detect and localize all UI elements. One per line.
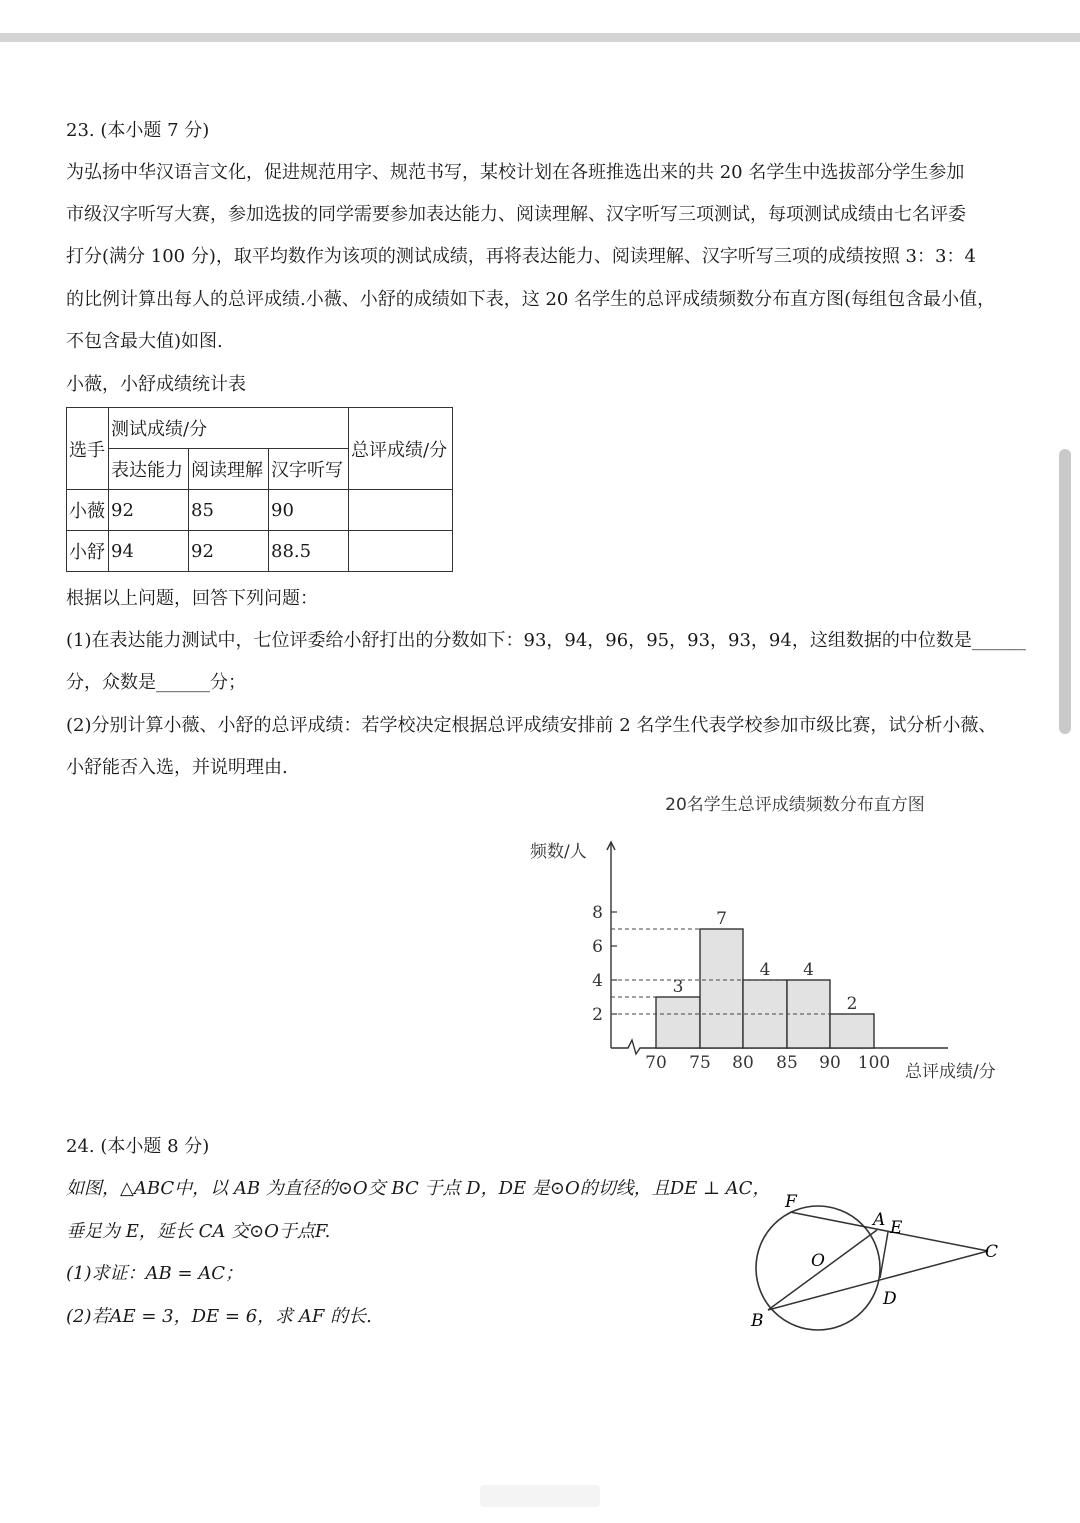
x-tick-label: 90 xyxy=(819,1053,841,1073)
x-tick-label: 75 xyxy=(689,1053,711,1073)
header-player: 选手 xyxy=(67,408,109,490)
q24-part-1: (1)求证：AB = AC； xyxy=(66,1263,244,1284)
score-cell: 90 xyxy=(269,490,349,531)
total-cell xyxy=(349,531,453,572)
segment-bc xyxy=(768,1251,988,1310)
part2-line-2: 小舒能否入选，并说明理由. xyxy=(66,757,288,778)
chart-marks xyxy=(611,909,874,1048)
part1-line-2: 分，众数是______分； xyxy=(66,672,246,693)
score-cell: 92 xyxy=(189,531,269,572)
y-tick-label: 2 xyxy=(592,1005,603,1025)
answer-intro: 根据以上问题，回答下列问题： xyxy=(66,588,318,609)
part1-line-1: (1)在表达能力测试中，七位评委给小舒打出的分数如下：93，94，96，95，93，93，94，这组数据的中位数是______ xyxy=(66,630,1026,651)
q23-line-4: 的比例计算出每人的总评成绩.小薇、小舒的成绩如下表，这 20 名学生的总评成绩频数分布直方图(每组包含最小值， xyxy=(66,289,996,310)
x-axis-label: 总评成绩/分 xyxy=(905,1062,996,1082)
row-name: 小薇 xyxy=(67,490,109,531)
score-cell: 88.5 xyxy=(269,531,349,572)
histogram-bar xyxy=(700,929,743,1048)
row-name: 小舒 xyxy=(67,531,109,572)
bar-value-label: 2 xyxy=(846,994,858,1014)
header-expression: 表达能力 xyxy=(109,449,189,490)
label-f: F xyxy=(785,1192,797,1212)
score-cell: 94 xyxy=(109,531,189,572)
q23-line-3: 打分(满分 100 分)，取平均数作为该项的测试成绩，再将表达能力、阅读理解、汉字听写三项的成绩按照 3：3：4 xyxy=(66,246,976,267)
q23-line-2: 市级汉字听写大赛，参加选拔的同学需要参加表达能力、阅读理解、汉字听写三项测试，每项测试成绩由七名评委 xyxy=(66,204,966,225)
header-dictation: 汉字听写 xyxy=(269,449,349,490)
table-caption: 小薇，小舒成绩统计表 xyxy=(66,374,246,395)
bar-value-label: 4 xyxy=(759,960,771,980)
q24-part-2: (2)若AE = 3，DE = 6，求 AF 的长. xyxy=(66,1306,372,1327)
geometry-figure xyxy=(745,1185,1015,1345)
y-tick-label: 4 xyxy=(592,971,603,991)
header-test-scores: 测试成绩/分 xyxy=(109,408,349,449)
histogram-bar xyxy=(656,997,700,1048)
label-a: A xyxy=(873,1210,886,1230)
score-cell: 85 xyxy=(189,490,269,531)
part2-line-1: (2)分别计算小薇、小舒的总评成绩：若学校决定根据总评成绩安排前 2 名学生代表学校参加市级比赛，试分析小薇、 xyxy=(66,715,997,736)
q24-line-2: 垂足为 E，延长 CA 交⊙O于点F. xyxy=(66,1221,331,1242)
q23-heading: 23. (本小题 7 分) xyxy=(66,120,210,141)
top-bar xyxy=(0,33,1080,42)
scrollbar-thumb[interactable] xyxy=(1059,449,1071,734)
q23-line-5: 不包含最大值)如图. xyxy=(66,331,223,352)
x-tick-label: 70 xyxy=(645,1053,667,1073)
header-total: 总评成绩/分 xyxy=(349,408,453,490)
bar-value-label: 4 xyxy=(803,960,814,980)
label-d: D xyxy=(883,1289,897,1309)
x-tick-label: 100 xyxy=(857,1053,891,1073)
y-axis-label: 频数/人 xyxy=(530,842,587,862)
x-tick-label: 85 xyxy=(776,1053,798,1073)
bar-value-label: 3 xyxy=(672,977,684,997)
segment-fc xyxy=(790,1212,988,1251)
table-row xyxy=(67,531,453,572)
score-table xyxy=(66,407,453,572)
chart-title: 20名学生总评成绩频数分布直方图 xyxy=(665,795,925,815)
frequency-histogram xyxy=(500,780,1040,1100)
bar-value-label: 7 xyxy=(716,909,727,929)
q24-line-1: 如图，△ABC中，以 AB 为直径的⊙O交 BC 于点 D，DE 是⊙O的切线，且DE ⊥ AC， xyxy=(66,1178,771,1199)
label-c: C xyxy=(985,1242,999,1262)
bottom-mark xyxy=(480,1485,600,1507)
y-tick-label: 8 xyxy=(592,903,603,923)
q24-heading: 24. (本小题 8 分) xyxy=(66,1136,210,1157)
label-o: O xyxy=(811,1251,825,1271)
label-e: E xyxy=(890,1218,903,1238)
total-cell xyxy=(349,490,453,531)
score-cell: 92 xyxy=(109,490,189,531)
segment-de xyxy=(880,1232,888,1278)
q23-line-1: 为弘扬中华汉语言文化，促进规范用字、规范书写，某校计划在各班推选出来的共 20 名学生中选拔部分学生参加 xyxy=(66,162,965,183)
x-tick-label: 80 xyxy=(732,1053,754,1073)
histogram-bar xyxy=(830,1014,874,1048)
header-reading: 阅读理解 xyxy=(189,449,269,490)
label-b: B xyxy=(751,1311,764,1331)
y-tick-label: 6 xyxy=(592,937,603,957)
table-row xyxy=(67,490,453,531)
